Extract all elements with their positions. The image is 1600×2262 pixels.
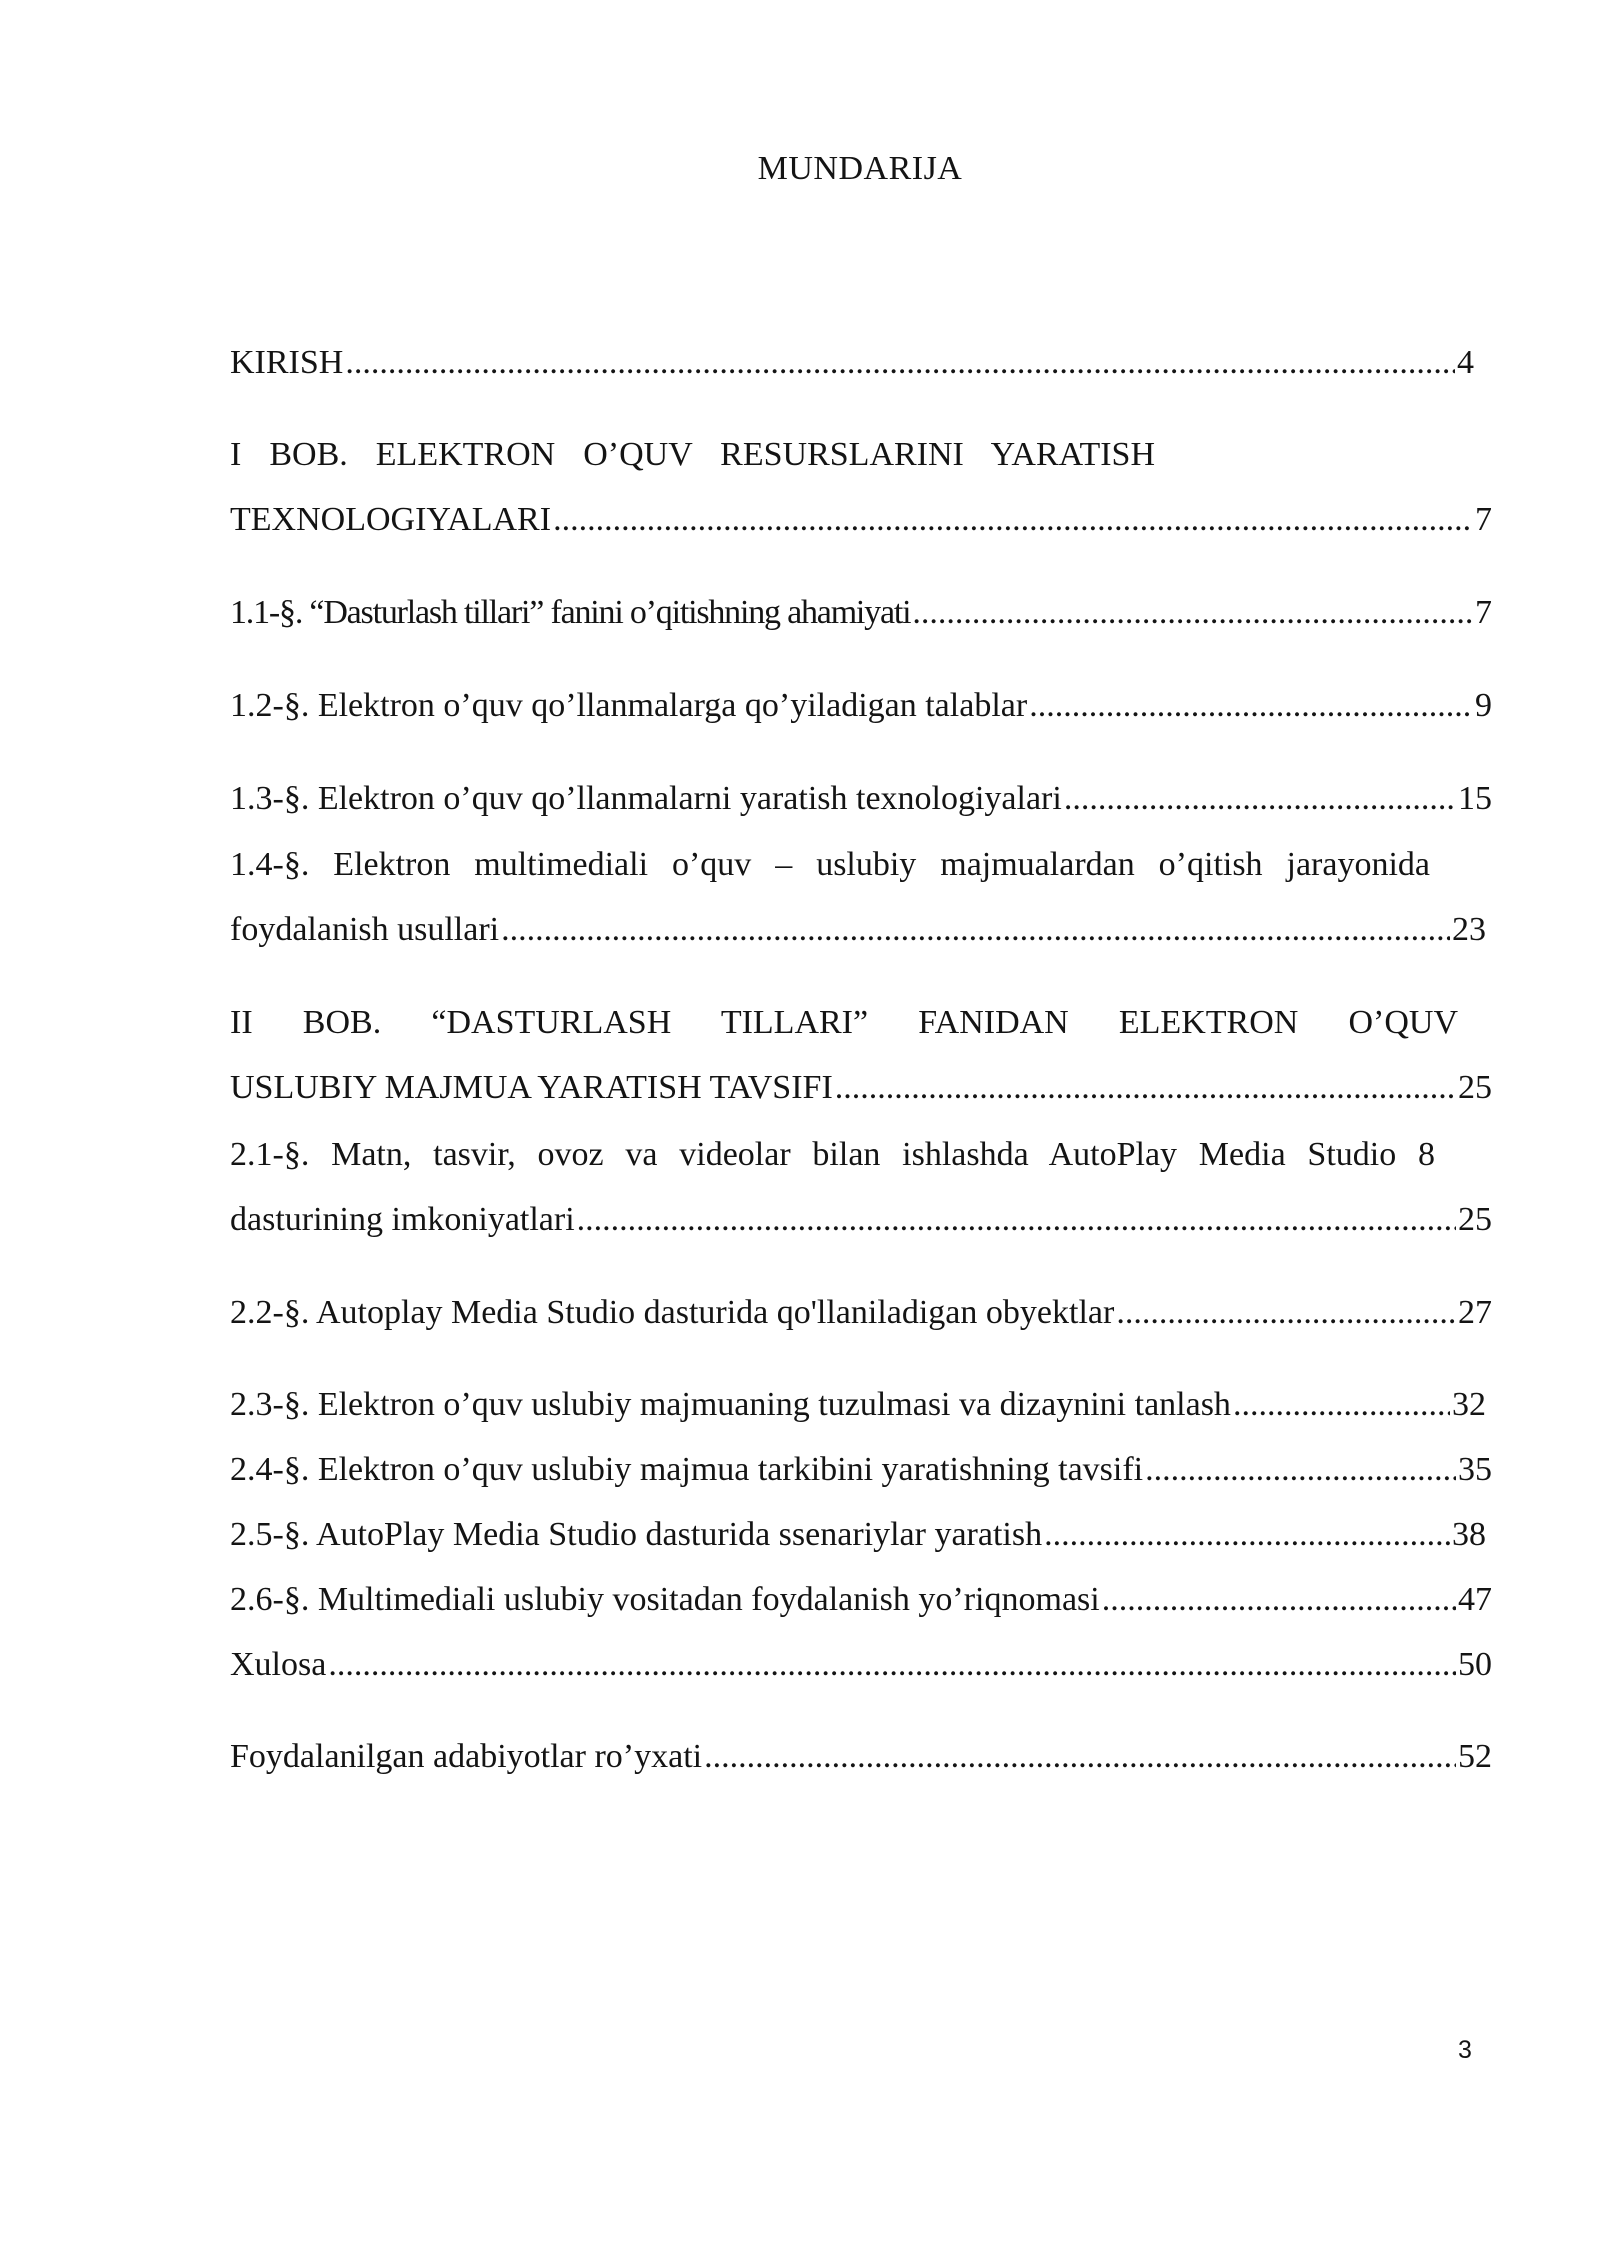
toc-entry-title: foydalanish usullari [230,911,500,948]
toc-entry-title: TEXNOLOGIYALARI [230,501,552,538]
toc-entry-title-line1: II BOB. “DASTURLASH TILLARI” FANIDAN ELEKTRON O’QUV [230,1004,1458,1041]
toc-entry-chapter-1[interactable] [230,422,1492,552]
toc-entry-2-3[interactable] [230,1372,1492,1437]
toc-page-number: 7 [1475,501,1492,538]
toc-entry-title: 2.3-§. Elektron o’quv uslubiy majmuaning tuzulmasi va dizaynini tanlash [230,1386,1231,1423]
toc-entry-1-3[interactable] [230,766,1492,831]
toc-entry-title: 2.5-§. AutoPlay Media Studio dasturida ssenariylar yaratish [230,1516,1043,1553]
toc-entry-title: 2.6-§. Multimediali uslubiy vositadan foydalanish yo’riqnomasi [230,1581,1100,1618]
toc-entry-references[interactable] [230,1724,1492,1789]
toc-entry-chapter-2[interactable] [230,990,1492,1120]
toc-page-number: 50 [1458,1646,1492,1683]
toc-page-number: 23 [1452,911,1486,948]
toc-entry-title-line1: 1.4-§. Elektron multimediali o’quv – uslubiy majmualardan o’qitish jarayonida [230,846,1430,883]
dot-leader [835,1055,1456,1120]
toc-page-number: 15 [1458,780,1492,817]
toc-page-number: 7 [1475,594,1492,631]
toc-page-number: 32 [1452,1386,1486,1423]
toc-page-number: 52 [1458,1738,1492,1775]
toc-entry-title: dasturining imkoniyatlari [230,1201,575,1238]
toc-entry-title: 2.4-§. Elektron o’quv uslubiy majmua tarkibini yaratishning tavsifi [230,1451,1144,1488]
dot-leader [912,580,1473,645]
toc-entry-xulosa[interactable] [230,1632,1492,1697]
dot-leader [328,1632,1456,1697]
toc-entry-title-line1: 2.1-§. Matn, tasvir, ovoz va videolar bilan ishlashda AutoPlay Media Studio 8 [230,1136,1435,1173]
toc-entry-title: Xulosa [230,1646,327,1683]
page-title: MUNDARIJA [757,150,963,187]
dot-leader [1029,673,1473,738]
dot-leader [553,487,1473,552]
toc-entry-title: KIRISH [230,344,344,381]
dot-leader [577,1187,1456,1252]
toc-page-number: 9 [1475,687,1492,724]
toc-entry-2-4[interactable] [230,1437,1492,1502]
toc-entry-2-1[interactable] [230,1122,1492,1252]
toc-entry-title: 1.1-§. “Dasturlash tillari” fanini o’qitishning ahamiyati [230,594,911,631]
toc-entry-1-1[interactable] [230,580,1492,645]
dot-leader [345,330,1455,395]
dot-leader [1233,1372,1450,1437]
toc-entry-title: 1.2-§. Elektron o’quv qo’llanmalarga qo’yiladigan talablar [230,687,1028,724]
dot-leader [1102,1567,1456,1632]
toc-entry-2-5[interactable] [230,1502,1492,1567]
dot-leader [1044,1502,1450,1567]
toc-page-number: 4 [1457,344,1474,381]
toc-entry-kirish[interactable] [230,330,1492,395]
toc-entry-title: 2.2-§. Autoplay Media Studio dasturida qo'llaniladigan obyektlar [230,1294,1115,1331]
toc-entry-2-2[interactable] [230,1280,1492,1345]
toc-entry-1-4[interactable] [230,832,1492,962]
toc-page-number: 27 [1458,1294,1492,1331]
toc-entry-title: USLUBIY MAJMUA YARATISH TAVSIFI [230,1069,833,1106]
toc-entry-1-2[interactable] [230,673,1492,738]
toc-page-number: 47 [1458,1581,1492,1618]
toc-page-number: 35 [1458,1451,1492,1488]
toc-entry-title: Foydalanilgan adabiyotlar ro’yxati [230,1738,703,1775]
toc-page-number: 38 [1452,1516,1486,1553]
dot-leader [1116,1280,1456,1345]
dot-leader [704,1724,1456,1789]
toc-page-number: 25 [1458,1201,1492,1238]
toc-entry-title: 1.3-§. Elektron o’quv qo’llanmalarni yaratish texnologiyalari [230,780,1062,817]
dot-leader [1064,766,1456,831]
toc-entry-title-line1: I BOB. ELEKTRON O’QUV RESURSLARINI YARATISH [230,436,1155,473]
dot-leader [1145,1437,1456,1502]
page-number: 3 [1458,2036,1472,2064]
dot-leader [501,897,1450,962]
toc-entry-2-6[interactable] [230,1567,1492,1632]
toc-page-number: 25 [1458,1069,1492,1106]
